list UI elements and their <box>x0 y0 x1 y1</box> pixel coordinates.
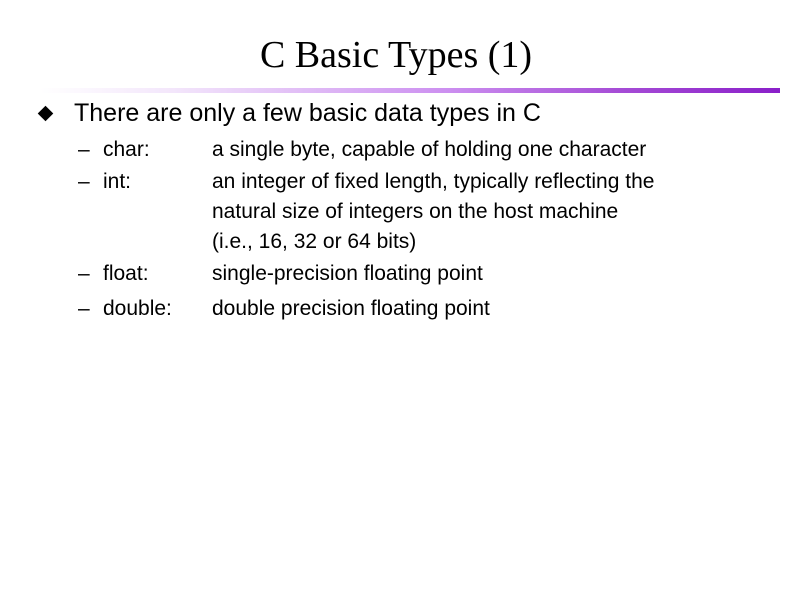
diamond-bullet-icon <box>38 105 54 121</box>
type-name-int: int: <box>103 170 132 193</box>
type-desc-char: a single byte, capable of holding one character <box>212 138 647 161</box>
type-name-double: double: <box>103 297 172 320</box>
type-name-float: float: <box>103 262 149 285</box>
type-desc-int-line-2: natural size of integers on the host machine <box>212 200 619 223</box>
sub-item-dash: – <box>78 297 90 320</box>
slide-title: C Basic Types (1) <box>259 34 533 76</box>
sub-item-dash: – <box>78 170 90 193</box>
type-desc-int-line-1: an integer of fixed length, typically reflecting the <box>212 170 655 193</box>
sub-item-dash: – <box>78 138 90 161</box>
type-desc-int-line-3: (i.e., 16, 32 or 64 bits) <box>212 230 417 253</box>
type-desc-float: single-precision floating point <box>212 262 483 285</box>
title-divider <box>40 88 780 93</box>
bullet-text: There are only a few basic data types in C <box>74 99 541 127</box>
sub-item-dash: – <box>78 262 90 285</box>
type-name-char: char: <box>103 138 150 161</box>
type-desc-double: double precision floating point <box>212 297 490 320</box>
bullet-row <box>37 95 541 131</box>
